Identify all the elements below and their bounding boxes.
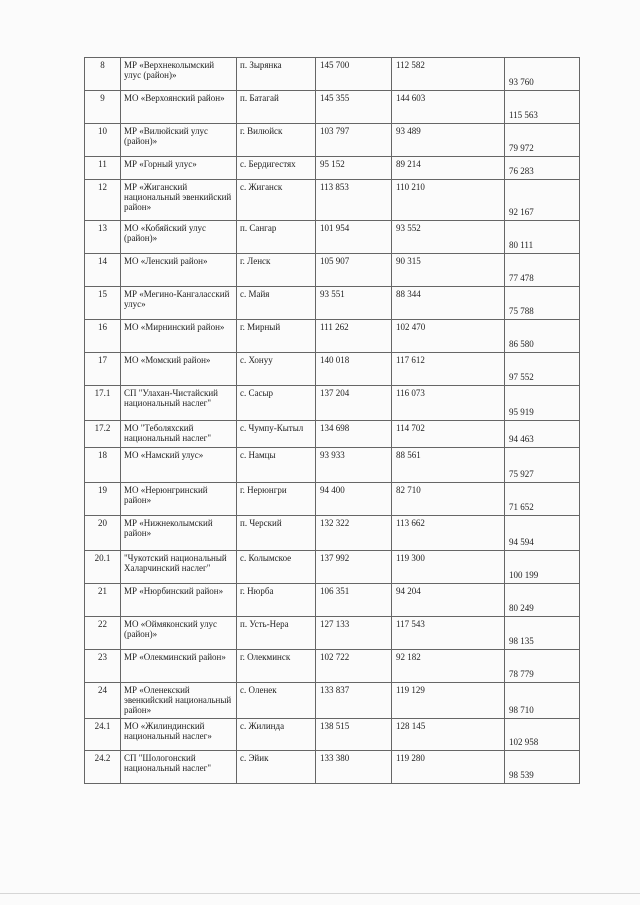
value-3-cell: 77 478 [505, 254, 580, 287]
row-number-cell: 15 [85, 287, 121, 320]
value-2-cell: 89 214 [392, 157, 505, 180]
admin-center-cell: г. Мирный [237, 320, 316, 353]
municipality-name-cell: МР «Оленекский эвенкийский национальный район» [121, 683, 237, 719]
value-3-cell: 94 463 [505, 421, 580, 448]
row-number-cell: 12 [85, 180, 121, 221]
municipality-name-cell: МР «Олекминский район» [121, 650, 237, 683]
value-1-cell: 95 152 [316, 157, 392, 180]
value-1-cell: 111 262 [316, 320, 392, 353]
table-row [85, 683, 580, 719]
value-1-cell: 140 018 [316, 353, 392, 386]
table-row [85, 124, 580, 157]
row-number-cell: 24.2 [85, 751, 121, 784]
table-row [85, 483, 580, 516]
row-number-cell: 24.1 [85, 719, 121, 751]
value-3-cell: 78 779 [505, 650, 580, 683]
table-row [85, 353, 580, 386]
value-3-cell: 92 167 [505, 180, 580, 221]
row-number-cell: 19 [85, 483, 121, 516]
value-3-cell: 98 135 [505, 617, 580, 650]
value-2-cell: 102 470 [392, 320, 505, 353]
value-1-cell: 106 351 [316, 584, 392, 617]
value-2-cell: 92 182 [392, 650, 505, 683]
value-2-cell: 144 603 [392, 91, 505, 124]
row-number-cell: 9 [85, 91, 121, 124]
admin-center-cell: с. Колымское [237, 551, 316, 584]
municipality-name-cell: МР «Горный улус» [121, 157, 237, 180]
value-3-cell: 93 760 [505, 58, 580, 91]
table-row [85, 58, 580, 91]
value-1-cell: 101 954 [316, 221, 392, 254]
value-2-cell: 113 662 [392, 516, 505, 551]
value-1-cell: 103 797 [316, 124, 392, 157]
value-2-cell: 93 489 [392, 124, 505, 157]
municipality-name-cell: МР «Нижнеколымский район» [121, 516, 237, 551]
row-number-cell: 17.2 [85, 421, 121, 448]
table-row [85, 650, 580, 683]
table-row [85, 719, 580, 751]
row-number-cell: 20.1 [85, 551, 121, 584]
value-1-cell: 133 837 [316, 683, 392, 719]
admin-center-cell: г. Ленск [237, 254, 316, 287]
page-bottom-edge [0, 893, 640, 894]
table-row [85, 221, 580, 254]
table-row [85, 91, 580, 124]
value-3-cell: 100 199 [505, 551, 580, 584]
municipality-name-cell: МО «Нерюнгринский район» [121, 483, 237, 516]
value-3-cell: 97 552 [505, 353, 580, 386]
municipality-name-cell: МО «Намский улус» [121, 448, 237, 483]
row-number-cell: 17.1 [85, 386, 121, 421]
table-row [85, 751, 580, 784]
value-2-cell: 114 702 [392, 421, 505, 448]
value-3-cell: 80 249 [505, 584, 580, 617]
value-3-cell: 76 283 [505, 157, 580, 180]
value-3-cell: 79 972 [505, 124, 580, 157]
value-1-cell: 137 992 [316, 551, 392, 584]
value-3-cell: 94 594 [505, 516, 580, 551]
value-1-cell: 93 551 [316, 287, 392, 320]
value-3-cell: 115 563 [505, 91, 580, 124]
row-number-cell: 22 [85, 617, 121, 650]
value-3-cell: 98 539 [505, 751, 580, 784]
table-row [85, 157, 580, 180]
municipality-name-cell: МР «Нюрбинский район» [121, 584, 237, 617]
value-3-cell: 75 788 [505, 287, 580, 320]
table-row [85, 617, 580, 650]
value-2-cell: 88 344 [392, 287, 505, 320]
document-sheet [84, 57, 580, 784]
value-1-cell: 138 515 [316, 719, 392, 751]
value-2-cell: 128 145 [392, 719, 505, 751]
value-1-cell: 133 380 [316, 751, 392, 784]
row-number-cell: 8 [85, 58, 121, 91]
municipality-name-cell: МР «Мегино-Кангаласский улус» [121, 287, 237, 320]
admin-center-cell: г. Вилюйск [237, 124, 316, 157]
value-1-cell: 132 322 [316, 516, 392, 551]
row-number-cell: 20 [85, 516, 121, 551]
row-number-cell: 18 [85, 448, 121, 483]
value-2-cell: 116 073 [392, 386, 505, 421]
municipality-name-cell: МО «Мирнинский район» [121, 320, 237, 353]
table-row [85, 584, 580, 617]
value-3-cell: 86 580 [505, 320, 580, 353]
admin-center-cell: с. Намцы [237, 448, 316, 483]
value-2-cell: 94 204 [392, 584, 505, 617]
admin-center-cell: с. Майя [237, 287, 316, 320]
table-body [85, 58, 580, 784]
admin-center-cell: г. Нерюнгри [237, 483, 316, 516]
admin-center-cell: г. Олекминск [237, 650, 316, 683]
row-number-cell: 14 [85, 254, 121, 287]
municipality-name-cell: МО «Момский район» [121, 353, 237, 386]
value-1-cell: 113 853 [316, 180, 392, 221]
row-number-cell: 13 [85, 221, 121, 254]
municipality-name-cell: МО «Верхоянский район» [121, 91, 237, 124]
table-row [85, 516, 580, 551]
value-2-cell: 93 552 [392, 221, 505, 254]
municipality-name-cell: МО «Жилиндинский национальный наслег» [121, 719, 237, 751]
municipality-name-cell: МО «Ленский район» [121, 254, 237, 287]
value-3-cell: 102 958 [505, 719, 580, 751]
row-number-cell: 17 [85, 353, 121, 386]
value-3-cell: 98 710 [505, 683, 580, 719]
value-2-cell: 82 710 [392, 483, 505, 516]
row-number-cell: 23 [85, 650, 121, 683]
value-2-cell: 119 280 [392, 751, 505, 784]
admin-center-cell: с. Эйик [237, 751, 316, 784]
admin-center-cell: п. Черский [237, 516, 316, 551]
value-2-cell: 88 561 [392, 448, 505, 483]
table-row [85, 254, 580, 287]
value-2-cell: 119 300 [392, 551, 505, 584]
municipality-name-cell: МО «Кобяйский улус (район)» [121, 221, 237, 254]
value-1-cell: 93 933 [316, 448, 392, 483]
value-2-cell: 117 612 [392, 353, 505, 386]
table-row [85, 386, 580, 421]
value-1-cell: 127 133 [316, 617, 392, 650]
admin-center-cell: п. Усть-Нера [237, 617, 316, 650]
row-number-cell: 10 [85, 124, 121, 157]
value-2-cell: 112 582 [392, 58, 505, 91]
admin-center-cell: с. Жиганск [237, 180, 316, 221]
municipality-name-cell: МР «Верхнеколымский улус (район)» [121, 58, 237, 91]
value-1-cell: 94 400 [316, 483, 392, 516]
municipality-name-cell: МО «Оймяконский улус (район)» [121, 617, 237, 650]
table-row [85, 551, 580, 584]
value-3-cell: 71 652 [505, 483, 580, 516]
value-1-cell: 145 355 [316, 91, 392, 124]
value-1-cell: 137 204 [316, 386, 392, 421]
admin-center-cell: с. Чумпу-Кытыл [237, 421, 316, 448]
municipality-name-cell: МО "Теболяхский национальный наслег" [121, 421, 237, 448]
table-row [85, 320, 580, 353]
admin-center-cell: с. Сасыр [237, 386, 316, 421]
value-3-cell: 80 111 [505, 221, 580, 254]
data-table [84, 57, 580, 784]
value-2-cell: 119 129 [392, 683, 505, 719]
value-2-cell: 90 315 [392, 254, 505, 287]
admin-center-cell: п. Зырянка [237, 58, 316, 91]
row-number-cell: 16 [85, 320, 121, 353]
table-row [85, 180, 580, 221]
row-number-cell: 11 [85, 157, 121, 180]
admin-center-cell: п. Сангар [237, 221, 316, 254]
municipality-name-cell: "Чукотский национальный Халарчинский наслег" [121, 551, 237, 584]
admin-center-cell: с. Бердигестях [237, 157, 316, 180]
table-row [85, 448, 580, 483]
value-1-cell: 105 907 [316, 254, 392, 287]
admin-center-cell: г. Нюрба [237, 584, 316, 617]
admin-center-cell: с. Оленек [237, 683, 316, 719]
admin-center-cell: с. Хонуу [237, 353, 316, 386]
municipality-name-cell: СП "Улахан-Чистайский национальный наслег" [121, 386, 237, 421]
value-1-cell: 134 698 [316, 421, 392, 448]
table-row [85, 287, 580, 320]
row-number-cell: 21 [85, 584, 121, 617]
admin-center-cell: п. Батагай [237, 91, 316, 124]
value-3-cell: 75 927 [505, 448, 580, 483]
table-row [85, 421, 580, 448]
municipality-name-cell: СП "Шологонский национальный наслег" [121, 751, 237, 784]
value-1-cell: 102 722 [316, 650, 392, 683]
admin-center-cell: с. Жилинда [237, 719, 316, 751]
value-1-cell: 145 700 [316, 58, 392, 91]
value-2-cell: 117 543 [392, 617, 505, 650]
row-number-cell: 24 [85, 683, 121, 719]
municipality-name-cell: МР «Вилюйский улус (район)» [121, 124, 237, 157]
value-3-cell: 95 919 [505, 386, 580, 421]
municipality-name-cell: МР «Жиганский национальный эвенкийский район» [121, 180, 237, 221]
value-2-cell: 110 210 [392, 180, 505, 221]
